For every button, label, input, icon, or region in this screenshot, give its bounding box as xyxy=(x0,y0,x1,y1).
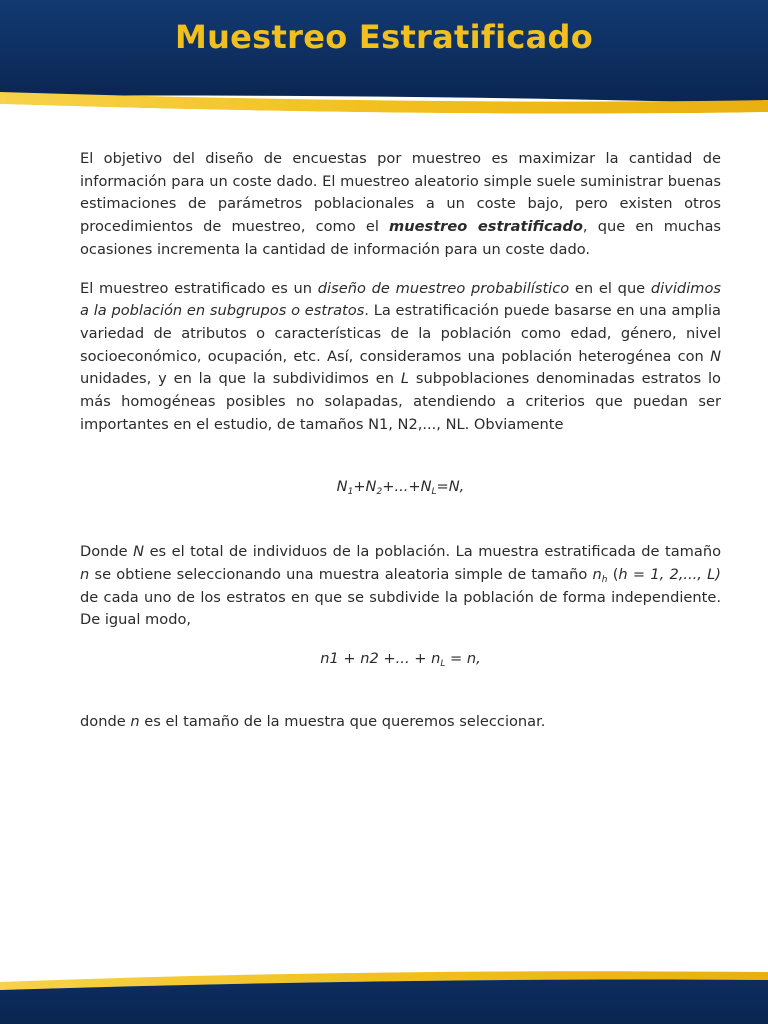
text-span: , que en muchas ocasiones incrementa la cantidad de información para un coste dado. xyxy=(80,218,721,258)
formula-text: =N, xyxy=(436,478,465,496)
formula-text: +...+N xyxy=(382,478,432,496)
paragraph-2 xyxy=(80,278,721,437)
italic-text: dividimos a la población en subgrupos o estratos xyxy=(80,279,721,320)
page-title: Muestreo Estratificado xyxy=(174,18,594,56)
text-span: El muestreo estratificado es un xyxy=(80,279,318,297)
page-header xyxy=(0,0,768,118)
formula-subscript: L xyxy=(440,658,446,669)
text-span: ( xyxy=(607,565,619,583)
text-span: en el que xyxy=(569,279,651,297)
paragraph-4 xyxy=(80,711,721,734)
text-span: subpoblaciones denominadas estratos lo más homogéneas posibles no solapadas, atendiendo a criterios que puedan ser importantes en el estudio, de tamaños N1, N2,..., NL. Obviamente xyxy=(80,370,721,433)
formula-population-sum xyxy=(80,476,721,499)
document-body xyxy=(80,148,721,749)
formula-subscript: 2 xyxy=(376,487,383,498)
italic-text: L xyxy=(400,370,409,388)
formula-text: = n, xyxy=(445,649,481,667)
formula-text: N xyxy=(336,478,348,496)
emphasis-text: muestreo estratificado xyxy=(389,218,583,236)
subscript-text: h xyxy=(601,574,608,585)
text-span: Donde xyxy=(80,543,134,561)
paragraph-1 xyxy=(80,148,721,262)
formula-text: +N xyxy=(353,478,377,496)
formula-sample-sum xyxy=(80,648,721,671)
formula-text: n1 + n2 +... + n xyxy=(320,649,441,667)
text-span: donde xyxy=(80,712,131,730)
formula-subscript: 1 xyxy=(347,487,354,498)
italic-text: diseño de muestreo probabilístico xyxy=(317,279,570,297)
text-span: se obtiene seleccionando una muestra aleatoria simple de tamaño xyxy=(89,565,593,583)
page-footer xyxy=(0,960,768,1024)
text-span: . La estratificación puede basarse en una amplia variedad de atributos o características de la población como edad, género, nivel socioeconómico, ocupación, etc. Así, consideramos una población heterogénea con xyxy=(80,302,721,365)
italic-text: n xyxy=(592,565,602,583)
italic-text: h = 1, 2,..., L) xyxy=(618,565,721,583)
italic-text: n xyxy=(130,712,140,730)
footer-banner-graphic xyxy=(0,960,768,1024)
text-span: de cada uno de los estratos en que se subdivide la población de forma independiente. De igual modo, xyxy=(80,588,721,629)
italic-text: N xyxy=(710,347,721,365)
text-span: es el tamaño de la muestra que queremos seleccionar. xyxy=(139,712,546,730)
italic-text: N xyxy=(133,543,145,561)
italic-text: n xyxy=(80,565,90,583)
text-span: es el total de individuos de la población. La muestra estratificada de tamaño xyxy=(144,543,722,561)
paragraph-3 xyxy=(80,541,721,632)
text-span: El objetivo del diseño de encuestas por muestreo es maximizar la cantidad de información para un coste dado. El muestreo aleatorio simple suele suministrar buenas estimaciones de parámetros poblacionales a un coste bajo, pero existen otros procedimientos de muestreo, como el xyxy=(80,150,721,236)
formula-subscript: L xyxy=(431,487,437,498)
text-span: unidades, y en la que la subdividimos en xyxy=(80,370,401,388)
